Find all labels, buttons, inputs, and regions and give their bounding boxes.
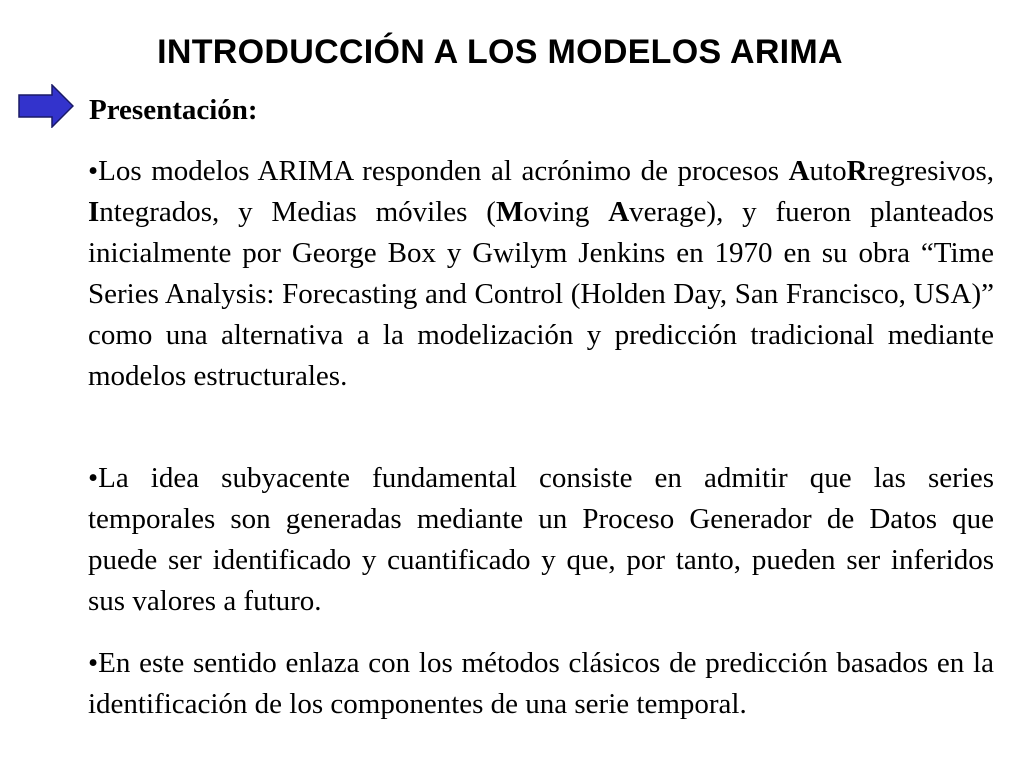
right-arrow-icon [18, 84, 74, 128]
paragraph-underlying-idea: •La idea subyacente fundamental consiste en admitir que las series temporales son generadas mediante un Proceso Generador de Datos que puede ser identificado y cuantificado y que, por tanto, pueden ser inferidos sus valores a futuro. [88, 462, 994, 617]
slide-title: INTRODUCCIÓN A LOS MODELOS ARIMA [157, 33, 843, 71]
paragraph-classical-methods: •En este sentido enlaza con los métodos clásicos de predicción basados en la identificación de los componentes de una serie temporal. [88, 647, 994, 720]
paragraph-arima-definition: •Los modelos ARIMA responden al acrónimo de procesos AutoRregresivos, Integrados, y Medias móviles (Moving Average), y fueron planteados inicialmente por George Box y Gwilym Jenkins en 1970 en su obra “Time Series Analysis: Forecasting and Control (Holden Day, San Francisco, USA)” como una alternativa a la modelización y predicción tradicional mediante modelos estructurales. [88, 155, 994, 392]
section-subtitle: Presentación: [89, 94, 258, 126]
